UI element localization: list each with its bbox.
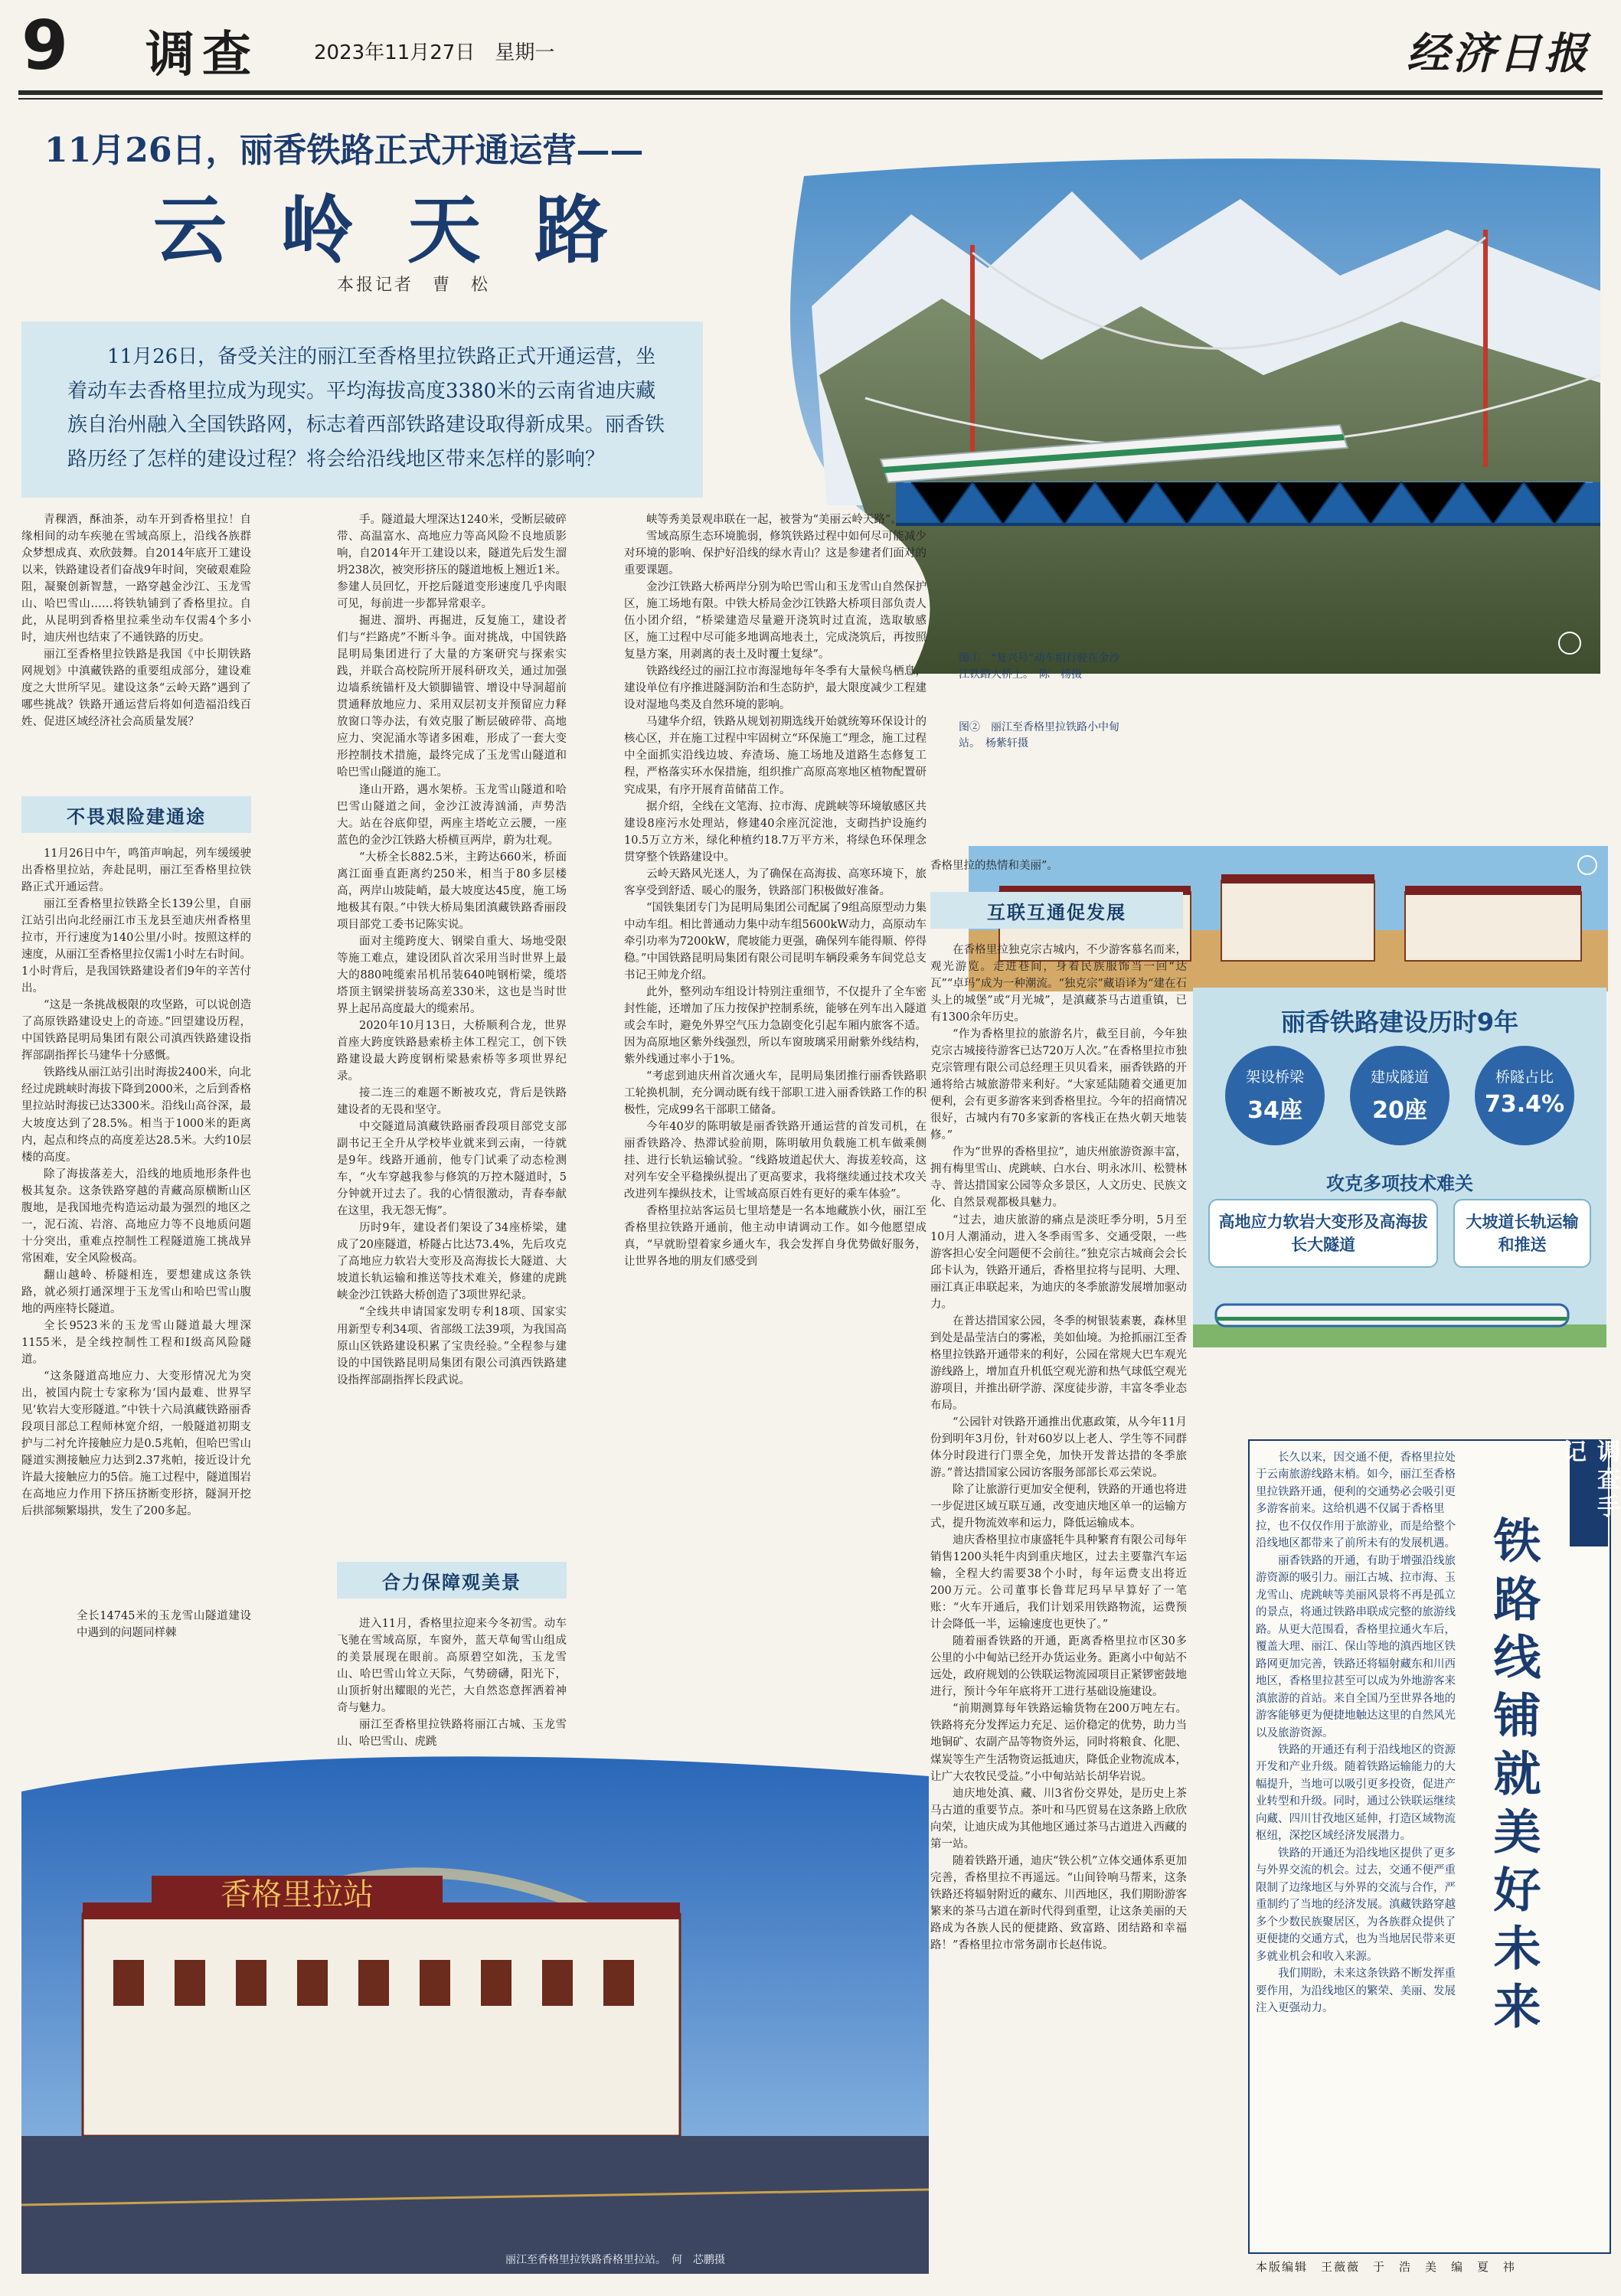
paragraph: 中交隧道局滇藏铁路丽香段项目部党支部副书记王全升从学校毕业就来到云南，一待就是9年。线路开通前，他专门试乘了动态检测车，“火车穿越我参与修筑的万控木隧道时，5分钟就开过去了。我的心情很激动，青春奉献在这里，我无怨无悔”。 xyxy=(337,1121,567,1218)
column-4-body xyxy=(930,942,1187,2289)
paragraph: “这是一条挑战极限的攻坚路，可以说创造了高原铁路建设史上的奇迹。”回望建设历程，中国铁路昆明局集团有限公司滇西铁路建设指挥部副指挥长马建华十分感慨。 xyxy=(21,999,251,1063)
paragraph: 金沙江铁路大桥两岸分别为哈巴雪山和玉龙雪山自然保护区，施工场地有限。中铁大桥局金沙江铁路大桥项目部负责人伍小团介绍，“桥梁建造尽量避开浇筑时过直流，选取敏感区，施工过程中尽可能多地调高地表土，完成浇筑后，再按照复垦方案，用剥离的表土及时覆土复绿”。 xyxy=(624,581,927,661)
stat-bridge-tunnel-ratio: 桥隧占比 73.4% xyxy=(1475,1046,1574,1145)
paragraph: 全长9523米的玉龙雪山隧道最大埋深1155米，是全线控制性工程和Ⅰ级高风险隧道。 xyxy=(21,1319,251,1366)
paragraph: “前期测算每年铁路运输货物在200万吨左右。铁路将充分发挥运力充足、运价稳定的优势，助力当地铜矿、农副产品等物资外运，同时将粮食、化肥、煤炭等生产生活物资运抵迪庆，降低企业物流成本，让广大农牧民受益。”小中甸站站长胡华岩说。 xyxy=(930,1703,1187,1783)
headline: 云岭天路 xyxy=(153,187,662,273)
subhead-3: 互联互通促发展 xyxy=(930,892,1183,929)
paragraph: 接二连三的难题不断被攻克，背后是铁路建设者的无畏和坚守。 xyxy=(337,1087,567,1117)
subhead-2: 合力保障观美景 xyxy=(337,1562,567,1599)
paragraph: 11月26日中午，鸣笛声响起，列车缓缓驶出香格里拉站，奔赴昆明，丽江至香格里拉铁路正式开通运营。 xyxy=(21,848,251,894)
column-2-body xyxy=(337,511,567,1576)
paragraph: 今年40岁的陈明敏是丽香铁路开通运营的首发司机，在丽香铁路冷、热滞试验前期，陈明敏用负载施工机车做乘侧挂、进行长轨运输试验。“线路坡道起伏大、海拔差较高，这对列车安全平稳操纵提出了更高要求，我将继续通过技术攻关改进列车操纵技术，让雪域高原百姓有更好的乘车体验”。 xyxy=(624,1121,927,1201)
kicker: 11月26日，丽香铁路正式开通运营—— xyxy=(44,131,644,170)
paragraph: “大桥全长882.5米，主跨达660米，桥面离江面垂直距离约250米，相当于80多层楼高，两岸山坡陡峭，最大坡度达45度，施工场地极其有限。”中铁大桥局集团滇藏铁路香丽段项目部党工委书记陈实说。 xyxy=(337,851,567,931)
paragraph: 除了让旅游行更加安全便利，铁路的开通也将进一步促进区域互联互通，改变迪庆地区单一的运输方式，提升物流效率和运力，降低运输成本。 xyxy=(930,1484,1187,1530)
header-rule-thin xyxy=(18,98,1603,100)
subhead-1: 不畏艰险建通途 xyxy=(21,796,251,833)
paragraph: 铁路的开通还有利于沿线地区的资源开发和产业升级。随着铁路运输能力的大幅提升，当地可以吸引更多投资，促进产业转型和升级。同时，通过公铁联运继续向藏、四川甘孜地区延伸，打造区域物流枢纽，深挖区域经济发展潜力。 xyxy=(1256,1743,1456,1843)
column-1-continued: 全长14745米的玉龙雪山隧道建设中遇到的问题同样棘 xyxy=(77,1610,251,1640)
paragraph: 丽江至香格里拉铁路是我国《中长期铁路网规划》中滇藏铁路的重要组成部分，建设难度之大世所罕见。建设这条“云岭天路”遇到了哪些挑战？铁路开通运营后将如何造福沿线百姓、促进区域经济社会高质量发展？ xyxy=(21,648,251,729)
infographic-panel xyxy=(1193,988,1606,1347)
paragraph: 在普达措国家公园，冬季的树银装素裹，森林里到处是晶莹洁白的雾凇，美如仙境。为抢抓丽江至香格里拉铁路开通带来的利好，公园在常规大巴车观光游线路上，增加直升机低空观光游和热气球低空观光游项目，并推出研学游、深度徒步游，丰富冬季业态布局。 xyxy=(930,1315,1187,1412)
paragraph: 铁路线经过的丽江拉市海湿地每年冬季有大量候鸟栖息，建设单位有序推进隧洞防治和生态防护，最大限度减少工程建设对湿地鸟类及自然环境的影响。 xyxy=(624,665,927,712)
section-title: 调查 xyxy=(145,26,259,83)
paragraph: 雪域高原生态环境脆弱，修筑铁路过程中如何尽可能减少对环境的影响、保护好沿线的绿水青山？这是参建者们面对的重要课题。 xyxy=(624,531,927,577)
paragraph: 云岭天路风光迷人，为了确保在高海拔、高寒环境下，旅客享受到舒适、暖心的服务，铁路部门积极做好准备。 xyxy=(624,867,927,897)
lead-paragraph: 11月26日，备受关注的丽江至香格里拉铁路正式开通运营，坐着动车去香格里拉成为现实。平均海拔高度3380米的云南省迪庆藏族自治州融入全国铁路网，标志着西部铁路建设取得新成果。丽香铁路历经了怎样的建设过程？将会给沿线地区带来怎样的影响？ xyxy=(21,322,703,498)
paragraph: 逢山开路，遇水架桥。玉龙雪山隧道和哈巴雪山隧道之间，金沙江波涛汹涌，声势浩大。站在谷底仰望，两座主塔屹立云腰，一座蓝色的金沙江铁路大桥横亘两岸，蔚为壮观。 xyxy=(337,783,567,847)
paragraph: 在香格里拉独克宗古城内，不少游客慕名而来，观光游览。走进巷间，身着民族服饰当一回“达瓦”“卓玛”成为一种潮流。“独克宗”藏语译为“建在石头上的城堡”或“月光城”，是滇藏茶马古道重镇，已有1300余年历史。 xyxy=(930,944,1187,1024)
paragraph: 2020年10月13日，大桥顺利合龙，世界首座大跨度铁路悬索桥主体工程完工，创下铁路建设最大跨度钢桁梁悬索桥等多项世界纪录。 xyxy=(337,1019,567,1083)
note-tag: 调查手记 xyxy=(1570,1439,1608,1546)
tech-item-rail-transport: 大坡道长轨运输和推送 xyxy=(1453,1199,1591,1268)
paragraph: “作为香格里拉的旅游名片，截至目前，今年独克宗古城接待游客已达720万人次。”在香格里拉市独克宗管理有限公司总经理王贝贝看来，丽香铁路的开通将给古城旅游带来利好。“大家延陆随着交通更加便利，会有更多游客来到香格里拉。今年的招商情况很好，古城内有70多家新的客栈正在热火朝天地装修。” xyxy=(930,1028,1187,1142)
station-sign: 香格里拉站 xyxy=(221,1877,374,1912)
note-column xyxy=(1256,1449,1462,2245)
caption-photo-2: 图② 丽江至香格里拉铁路小中甸站。 杨紫轩摄 xyxy=(959,721,1119,750)
stat-tunnels: 建成隧道 20座 xyxy=(1350,1046,1449,1145)
paragraph: 掘进、溜坍、再掘进，反复施工，建设者们与“拦路虎”不断斗争。面对挑战，中国铁路昆明局集团进行了大量的方案研究与探索实践，并联合高校院所开展科研攻关，通过加强边墙系统锚杆及大锁脚锚管、增设中导洞超前贯通释放地应力、采用双层初支并预留应力释放窗口等办法，有效克服了断层破碎带、高地应力、突泥涌水等诸多困难，形成了一套大变形控制技术措施，最终完成了玉龙雪山隧道和哈巴雪山隧道的施工。 xyxy=(337,615,567,779)
paragraph: 我们期盼，未来这条铁路不断发挥重要作用，为沿线地区的繁荣、美丽、发展注入更强动力。 xyxy=(1256,1968,1456,2014)
paragraph: 丽江至香格里拉铁路全长139公里，自丽江站引出向北经丽江市玉龙县至迪庆州香格里拉市，开行速度为140公里/小时。按照这样的速度，从丽江至香格里拉仅需1小时左右时间。1小时背后，是我国铁路建设者们9年的辛苦付出。 xyxy=(21,898,251,995)
paragraph: 除了海拔落差大，沿线的地质地形条件也极其复杂。这条铁路穿越的青藏高原横断山区腹地，是我国地壳构造运动最为强烈的地区之一，泥石流、岩溶、高地应力等不良地质问题十分突出，重难点控制性工程隧道施工挑战异常困难，安全风险极高。 xyxy=(21,1168,251,1265)
column-4-lead-in: 香格里拉的热情和美丽”。 xyxy=(930,860,1058,872)
shangrila-station-photo xyxy=(21,1730,929,2274)
tech-title: 攻克多项技术难关 xyxy=(1326,1173,1473,1194)
paragraph: “过去，迪庆旅游的痛点是淡旺季分明，5月至10月人潮涌动，进入冬季雨雪多、交通受限，一些游客担心安全问题便不会前往。”独克宗古城商会会长邱卡认为，铁路开通后，香格里拉将与昆明、大理、丽江真正串联起来，为迪庆的冬季旅游发展增加驱动力。 xyxy=(930,1213,1187,1311)
paragraph: 丽江至香格里拉铁路将丽江古城、玉龙雪山、哈巴雪山、虎跳 xyxy=(337,1719,567,1749)
caption-photo-1: 图① “复兴号”动车组行驶在金沙江铁路大桥上。 陈 杨摄 xyxy=(959,652,1120,681)
tech-item-tunnel: 高地应力软岩大变形及高海拔长大隧道 xyxy=(1208,1199,1438,1268)
column-3-body xyxy=(624,511,927,1813)
paragraph: 峡等秀美景观串联在一起，被誉为“美丽云岭天路”。 xyxy=(646,514,902,526)
paragraph: 长久以来，因交通不便，香格里拉处于云南旅游线路末梢。如今，丽江至香格里拉铁路开通，便利的交通势必会吸引更多游客前来。这给机遇不仅属于香格里拉，也不仅仅作用于旅游业，而是给整个沿线地区都带来了前所未有的发展机遇。 xyxy=(1256,1452,1456,1550)
paragraph: 作为“世界的香格里拉”，迪庆州旅游资源丰富，拥有梅里雪山、虎跳峡、白水台、明永冰川、松赞林寺、普达措国家公园等众多景区，人文历史、民族文化、自然景观都极具魅力。 xyxy=(930,1146,1187,1210)
column-1-intro xyxy=(21,511,251,818)
paragraph: 铁路的开通还为沿线地区提供了更多与外界交流的机会。过去，交通不便严重限制了边缘地区与外界的交流与合作，严重制约了当地的经济发展。滇藏铁路穿越多个少数民族聚居区，为各族群众提供了更便捷的交通方式，也为当地居民带来更多就业机会和收入来源。 xyxy=(1256,1847,1456,1963)
stat-bridges: 架设桥梁 34座 xyxy=(1225,1046,1325,1145)
paragraph: 手。隧道最大埋深达1240米，受断层破碎带、高温富水、高地应力等高风险不良地质影响，自2014年开工建设以来，隧道先后发生溜坍238次，被突形挤压的隧道地板上翘近1米。参建人员回忆，开挖后隧道变形速度几乎肉眼可见，每前进一步都异常艰辛。 xyxy=(337,514,567,611)
caption-photo-3: 丽江至香格里拉铁路香格里拉站。 何 芯鹏摄 xyxy=(505,2254,725,2266)
paragraph: “考虑到迪庆州首次通火车，昆明局集团推行丽香铁路职工轮换机制，充分调动既有线干部职工进入丽香铁路工作的积极性，完成99名干部职工储备。 xyxy=(624,1070,927,1117)
paragraph: 丽香铁路的开通，有助于增强沿线旅游资源的吸引力。丽江古城、拉市海、玉龙雪山、虎跳峡等美丽风景将不再是孤立的景点，将通过铁路串联成完整的旅游线路。从更大范围看，香格里拉通火车后，覆盖大理、丽江、保山等地的滇西地区铁路网更加完善，铁路还将辐射藏东和川西地区，香格里拉甚至可以成为外地游客来滇旅游的首站。来自全国乃至世界各地的游客能够更为便捷地触达这里的自然风光以及旅游资源。 xyxy=(1256,1554,1456,1739)
paragraph: “这条隧道高地应力、大变形情况尤为突出，被国内院士专家称为‘国内最难、世界罕见’软岩大变形隧道。”中铁十六局滇藏铁路丽香段项目部总工程师林宽介绍，一般隧道初期支护与二衬允许接触应力是0.5兆帕，但哈巴雪山隧道实测接触应力达到2.37兆帕，接近设计允许最大接触应力的5倍。施工过程中，隧道围岩在高地应力作用下挤压挤断变形挤，隧洞开挖后拱部频繁塌拱，发生了200多起。 xyxy=(21,1370,251,1518)
paragraph: 此外，整列动车组设计特别注重细节，不仅提升了全车密封性能，还增加了压力按保护控制系统，能够在列车出入隧道或会车时，避免外界空气压力急剧变化引起车厢内旅客不适。因为高原地区紫外线强烈，所以车窗玻璃采用耐紫外线结构，紫外线通过率小于1%。 xyxy=(624,985,927,1066)
paragraph: 随着丽香铁路的开通，距离香格里拉市区30多公里的小中甸站已经开办货运业务。距离小中甸站不远处，政府规划的公铁联运物流园项目正紧锣密鼓地进行，预计今年年底将开工进行基础设施建设。 xyxy=(930,1635,1187,1699)
paragraph: 马建华介绍，铁路从规划初期选线开始就统筹环保设计的核心区，并在施工过程中牢固树立“环保施工”理念，施工过程中全面抓实沿线边坡、弃渣场、施工场地及道路生态修复工程，严格落实环水保措施，组织推广高原高寒地区植物配置研究成果，有序开展育苗储苗工作。 xyxy=(624,716,927,796)
paragraph: 据介绍，全线在文笔海、拉市海、虎跳峡等环境敏感区共建设8座污水处理站，修建40余座沉淀池，支砌挡护设施约10.5万立方米，绿化种植约18.7万平方米，将绿色环保理念贯穿整个铁路建设中。 xyxy=(624,800,927,864)
column-1-body xyxy=(21,845,251,1618)
paragraph: 随着铁路开通，迪庆“铁公机”立体交通体系更加完善，香格里拉不再遥远。“山间铃响马帮来，这条铁路还将辐射附近的藏东、川西地区，我们期盼游客繁来的茶马古道在新时代得到重塑，让这条美丽的天路成为各族人民的便捷路、致富路、团结路和幸福路！”香格里拉市常务副市长赵伟说。 xyxy=(930,1854,1187,1951)
page-number: 9 xyxy=(21,6,69,85)
train-illustration xyxy=(1193,1286,1606,1347)
paragraph: 迪庆香格里拉市康盛牦牛具种繁育有限公司每年销售1200头牦牛肉到重庆地区，过去主要靠汽车运输，全程大约需要38个小时，每年运费支出将近200万元。公司董事长鲁茸尼玛早早算好了一笔账：“火车开通后，我们计划采用铁路物流，运费预计会降低一半，运输速度也更快了。” xyxy=(930,1534,1187,1631)
paragraph: 翻山越岭、桥隧相连，要想建成这条铁路，就必须打通深埋于玉龙雪山和哈巴雪山腹地的两座特长隧道。 xyxy=(21,1269,251,1315)
note-title: 铁路线铺就美好未来 xyxy=(1485,1516,1541,2040)
byline: 本报记者 曹 松 xyxy=(337,276,491,295)
infographic-title: 丽香铁路建设历时9年 xyxy=(1280,1008,1519,1037)
paragraph: “全线共申请国家发明专利18项、国家实用新型专利34项、省部级工法39项，为我国高原山区铁路建设积累了宝贵经验。”全程参与建设的中国铁路昆明局集团有限公司滇西铁路建设指挥部副指挥长段武说。 xyxy=(337,1306,567,1386)
header-rule xyxy=(18,90,1603,95)
paragraph: 历时9年，建设者们架设了34座桥梁，建成了20座隧道，桥隧占比达73.4%，先后攻克了高地应力软岩大变形及高海拔长大隧道、大坡道长轨运输和推送等技术难关，修建的虎跳峡金沙江铁路大桥创造了3项世界纪录。 xyxy=(337,1222,567,1302)
paragraph: 面对主缆跨度大、钢梁自重大、场地受限等施工难点，建设团队首次采用当时世界上最大的880吨缆索吊机吊装640吨钢桁梁，缆塔塔顶主钢梁拼装场高差330米，这也是当时世界上起吊高度最大的缆索吊。 xyxy=(337,935,567,1015)
paragraph: 迪庆地处滇、藏、川3省份交界处，是历史上茶马古道的重要节点。茶叶和马匹贸易在这条路上欣欣向荣，让迪庆成为其他地区通过茶马古道进入西藏的第一站。 xyxy=(930,1787,1187,1850)
masthead-logo: 经济日报 xyxy=(1407,28,1590,79)
paragraph: 铁路线从丽江站引出时海拔2400米，向北经过虎跳峡时海拔下降到2000米，之后到香格里拉站时海拔已达3300米。沿线山高谷深，最大坡度达到了28.5%。相当于1000米的距离内，起点和终点的高度差达28.5米。大约10层楼的高度。 xyxy=(21,1066,251,1164)
paragraph: “公园针对铁路开通推出优惠政策，从今年11月份到明年3月份，针对60岁以上老人、学生等不同群体分时段进行门票全免，加快开发普达措的冬季旅游。”普达措国家公园访客服务部部长邓云荣说。 xyxy=(930,1416,1187,1479)
paragraph: 进入11月，香格里拉迎来今冬初雪。动车飞驰在雪域高原，车窗外，蓝天草甸雪山组成的美景展现在眼前。高原碧空如洗，玉龙雪山、哈巴雪山耸立天际，气势磅礴，阳光下，山顶折射出耀眼的光芒，大自然恣意挥洒着神奇与魅力。 xyxy=(337,1618,567,1715)
issue-date: 2023年11月27日 星期一 xyxy=(314,41,555,64)
paragraph: “国铁集团专门为昆明局集团公司配属了9组高原型动力集中动车组。相比普通动力集中动车组5600kW动力，高原动车牵引功率为7200kW，爬坡能力更强，确保列车能得顺、停得稳。”中国铁路昆明局集团有限公司昆明车辆段乘务车间党总支书记王帅龙介绍。 xyxy=(624,901,927,981)
paragraph: 香格里拉站客运员七里培楚是一名本地藏族小伙，丽江至香格里拉铁路开通前，他主动申请调动工作。如今他愿望成真，“早就盼望着家乡通火车，我会发挥自身优势做好服务，让世界各地的朋友们感受到 xyxy=(624,1205,927,1269)
editors-credit: 本版编辑 王薇薇 于 浩 美 编 夏 祎 xyxy=(1256,2260,1517,2274)
paragraph: 青稞酒，酥油茶，动车开到香格里拉！自缘相间的动车疾驰在雪域高原上，沿线各族群众梦想成真、欢欣鼓舞。自2014年底开工建设以来，铁路建设者们奋战9年时间，突破艰难险阻，凝聚创新智慧，一路穿越金沙江、玉龙雪山、哈巴雪山……将铁轨铺到了香格里拉。自此，从昆明到香格里拉乘坐动车仅需4个多小时，迪庆州也结束了不通铁路的历史。 xyxy=(21,514,251,645)
